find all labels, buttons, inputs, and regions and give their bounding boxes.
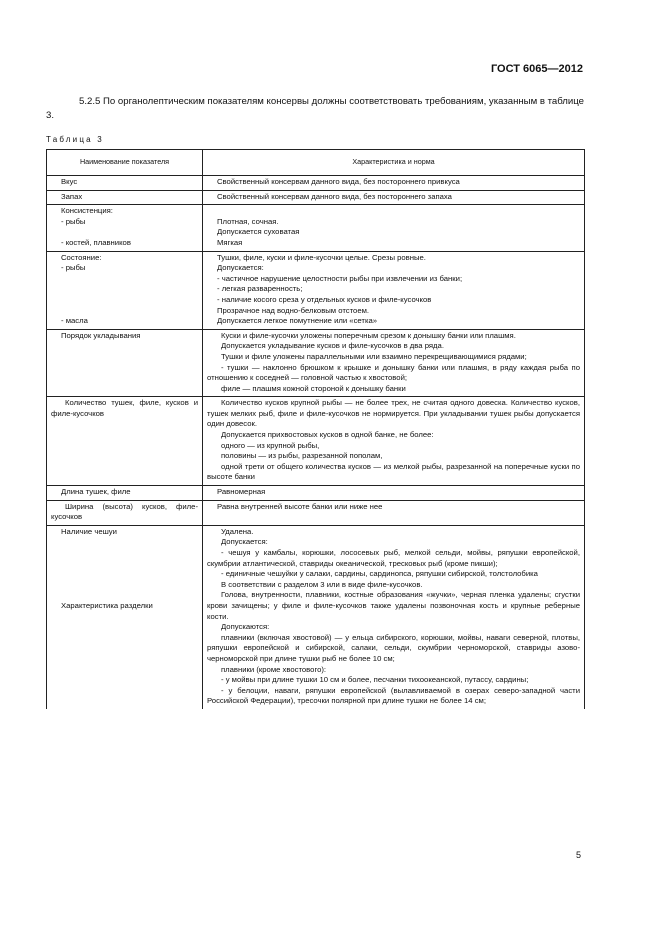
table-row <box>47 525 585 709</box>
row-value: Равна внутренней высоте банки или ниже нее <box>203 500 585 525</box>
row-value: Количество кусков крупной рыбы — не более трех, не считая одного довеска. Количество кусков, тушек мелких рыб, филе и филе-кусочков не нормируется. При укладывании тушек рыбы допускается один довесок. Допускается прихвостовых кусков в одной банке, не более: одного — из крупной рыбы, половины — из рыбы, разрезанной пополам, одной трети от общего количества кусков — из мелкой рыбы, разрезанной на поперечные куски по высоте банки <box>203 397 585 486</box>
row-name: Длина тушек, филе <box>47 486 203 501</box>
intro-paragraph: 5.2.5 По органолептическим показателям консервы должны соответствовать требованиям, указанным в таблице 3. <box>46 96 584 121</box>
row-value: Свойственный консервам данного вида, без постороннего привкуса <box>203 176 585 191</box>
table-row <box>47 329 585 397</box>
col-header-norm: Характеристика и норма <box>203 150 585 176</box>
row-name: Количество тушек, филе, кусков и филе-кусочков <box>47 397 203 486</box>
table-row <box>47 486 585 501</box>
table-row <box>47 251 585 329</box>
row-value: Куски и филе-кусочки уложены поперечным срезом к донышку банки или плашмя. Допускается укладывание кусков и филе-кусочков в два ряда. Тушки и филе уложены параллельными или взаимно перекрещивающимися рядами; - тушки — наклонно брюшком к крышке и донышку банки или плашмя, в ряду каждая рыба по отношению к соседней — головной частью к хвостовой; филе — плашмя кожной стороной к донышку банки <box>203 329 585 397</box>
row-name: Состояние: - рыбы - масла <box>47 251 203 329</box>
standard-number: ГОСТ 6065—2012 <box>490 63 583 75</box>
table-row <box>47 205 585 251</box>
page-number: 5 <box>575 850 581 860</box>
row-name: Ширина (высота) кусков, филе-кусочков <box>47 500 203 525</box>
row-value: Плотная, сочная. Допускается суховатая Мягкая <box>203 205 585 251</box>
row-value: Тушки, филе, куски и филе-кусочки целые. Срезы ровные. Допускается: - частичное нарушение целостности рыбы при извлечении из банки; - легкая разваренность; - наличие косого среза у отдельных кусков и филе-кусочков Прозрачное над водно-белковым отстоем. Допускается легкое помутнение или «сетка» <box>203 251 585 329</box>
row-value: Свойственный консервам данного вида, без постороннего запаха <box>203 190 585 205</box>
row-value: Удалена. Допускается: - чешуя у камбалы, корюшки, лососевых рыб, мелкой сельди, мойвы, ряпушки европейской, скумбрии атлантической, ставриды океанической, тресковых рыб (кроме пикши); - единичные чешуйки у салаки, сардины, сардинопса, ряпушки сибирской, толстолобика В соответствии с разделом 3 или в виде филе-кусочков. Голова, внутренности, плавники, костные образования «жучки», черная пленка удалены; сгустки крови зачищены; у филе и филе-кусочков также удалены позвоночная кость и крупные реберные кости. Допускаются: плавники (включая хвостовой) — у ельца сибирского, корюшки, мойвы, наваги северной, плотвы, ряпушки европейской и сибирской, салаки, сельди, скумбрии черноморской, ставриды азово-черноморской при длине тушки рыб не более 10 см; плавники (кроме хвостового): - у мойвы при длине тушки 10 см и более, песчанки тихоокеанской, путассу, сардины; - у белоции, наваги, ряпушки европейской (вылавливаемой в озерах северо-западной части Российской Федерации), тресочки полярной при длине тушки не более 14 см; <box>203 525 585 709</box>
table-row <box>47 397 585 486</box>
table-header-row <box>47 150 585 176</box>
row-name: Наличие чешуи Характеристика разделки <box>47 525 203 709</box>
col-header-indicator: Наименование показателя <box>47 150 203 176</box>
table-caption: Таблица 3 <box>46 135 104 144</box>
table-row <box>47 500 585 525</box>
row-name: Вкус <box>47 176 203 191</box>
organoleptic-table <box>46 149 585 709</box>
row-name: Консистенция: - рыбы - костей, плавников <box>47 205 203 251</box>
row-name: Запах <box>47 190 203 205</box>
row-name: Порядок укладывания <box>47 329 203 397</box>
table-row <box>47 176 585 191</box>
row-value: Равномерная <box>203 486 585 501</box>
table-row <box>47 190 585 205</box>
